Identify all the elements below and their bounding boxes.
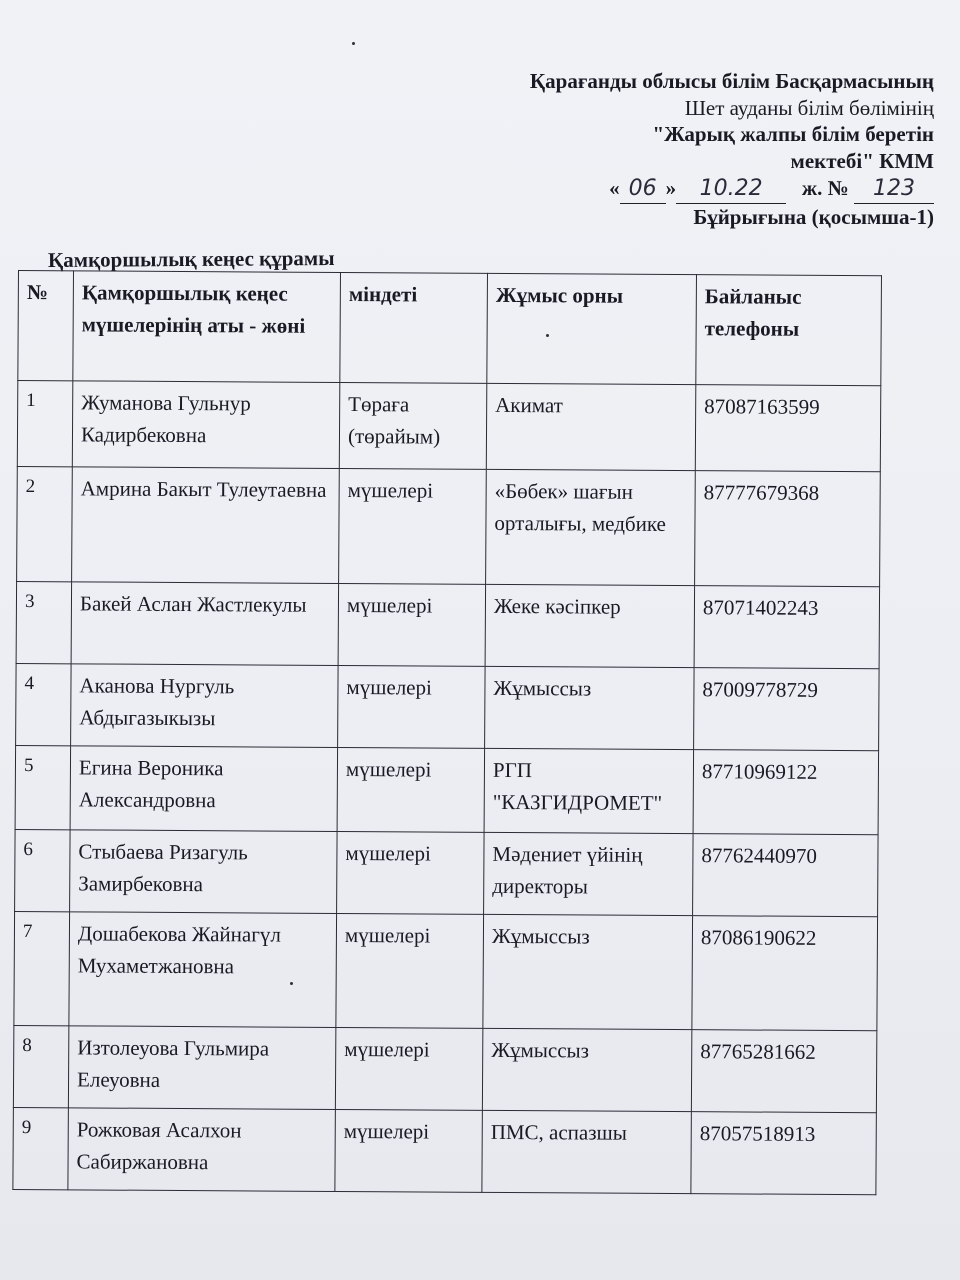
- header-num: №: [18, 271, 74, 381]
- row-num: 7: [14, 911, 70, 1025]
- row-role: мүшелері: [338, 665, 485, 748]
- row-name: Аканова Нургуль Абдыгазыкызы: [71, 664, 338, 748]
- row-phone: 87087163599: [695, 385, 881, 472]
- row-name: Стыбаева Ризагуль Замирбековна: [70, 830, 337, 914]
- row-phone: 87086190622: [692, 916, 878, 1031]
- row-role: мүшелері: [336, 913, 484, 1028]
- row-work: Жұмыссыз: [485, 666, 694, 749]
- paper-speck: [546, 334, 549, 337]
- row-name: Амрина Бакыт Тулеутаевна: [72, 467, 340, 584]
- row-role: Төраға (төрайым): [339, 382, 487, 469]
- header-line-order-annex: Бұйрығына (қосымша-1): [693, 204, 934, 229]
- row-phone: 87765281662: [691, 1030, 876, 1113]
- row-role: мүшелері: [337, 831, 484, 914]
- paper-speck: [352, 42, 355, 45]
- table-row: [16, 581, 879, 668]
- row-role: мүшелері: [335, 1109, 482, 1192]
- document-title: Қамқоршылық кеңес құрамы: [47, 245, 335, 273]
- row-work: Акимат: [486, 383, 696, 470]
- row-work: Мәдениет үйінің директоры: [484, 832, 693, 915]
- row-phone: 87777679368: [695, 471, 881, 587]
- row-work: ПМС, аспазшы: [482, 1110, 691, 1193]
- row-name: Егина Вероника Александровна: [70, 746, 338, 832]
- row-phone: 87071402243: [694, 586, 879, 669]
- table-row: [17, 466, 881, 586]
- table-row: [17, 381, 881, 472]
- row-num: 9: [13, 1107, 68, 1189]
- handwritten-order-number: 123: [854, 175, 934, 204]
- table-row: [15, 745, 878, 834]
- row-work: Жұмыссыз: [482, 1028, 691, 1111]
- header-line-school-name: "Жарық жалпы білім беретін: [652, 122, 934, 147]
- quote-open: «: [609, 175, 620, 200]
- row-num: 6: [15, 829, 70, 911]
- row-work: Жеке кәсіпкер: [485, 584, 694, 667]
- row-name: Дошабекова Жайнагүл Мухаметжановна: [69, 912, 337, 1028]
- header-work: Жұмыс орны: [487, 273, 697, 384]
- row-role: мүшелері: [338, 583, 485, 666]
- table-row: [16, 663, 879, 750]
- row-phone: 87762440970: [693, 834, 878, 917]
- row-name: Рожковая Асалхон Сабиржановна: [68, 1108, 335, 1192]
- row-num: 1: [17, 381, 73, 467]
- row-num: 5: [15, 745, 71, 829]
- row-role: мүшелері: [335, 1027, 482, 1110]
- document-header: [530, 68, 934, 230]
- header-line-school-type: мектебі" КММ: [790, 148, 934, 173]
- table-row: [15, 829, 878, 916]
- row-num: 8: [13, 1025, 68, 1107]
- row-work: РГП "КАЗГИДРОМЕТ": [484, 748, 694, 833]
- header-role: міндеті: [340, 272, 488, 383]
- header-line-region-department: Қарағанды облысы білім Басқармасының: [529, 69, 934, 93]
- table-header-row: [18, 271, 882, 386]
- row-work: «Бөбек» шағын орталығы, медбике: [486, 469, 696, 585]
- header-phone: Байланыс телефоны: [696, 275, 882, 386]
- handwritten-month-year: 10.22: [676, 175, 786, 204]
- row-work: Жұмыссыз: [483, 914, 693, 1029]
- row-name: Жуманова Гульнур Кадирбековна: [72, 381, 340, 469]
- row-num: 2: [17, 466, 73, 581]
- header-name: Қамқоршылық кеңес мүшелерінің аты - жөні: [73, 271, 341, 383]
- table-row: [13, 1107, 876, 1194]
- header-line-district-department: Шет ауданы білім бөлімінің: [684, 95, 934, 120]
- members-table: [12, 270, 882, 1195]
- paper-speck: [290, 982, 293, 985]
- order-date-line: [530, 175, 934, 204]
- quote-close: »: [665, 175, 677, 200]
- row-role: мүшелері: [337, 747, 485, 832]
- row-phone: 87009778729: [694, 668, 879, 751]
- row-phone: 87057518913: [691, 1112, 876, 1195]
- table-row: [13, 1025, 876, 1112]
- row-phone: 87710969122: [693, 750, 879, 835]
- year-number-label: ж. №: [801, 175, 849, 200]
- row-num: 3: [16, 581, 71, 663]
- row-num: 4: [16, 663, 71, 745]
- row-name: Изтолеуова Гульмира Елеуовна: [68, 1026, 335, 1110]
- row-role: мүшелері: [339, 468, 487, 584]
- row-name: Бакей Аслан Жастлекулы: [71, 582, 338, 666]
- handwritten-day: 06: [620, 175, 666, 204]
- table-row: [14, 911, 878, 1030]
